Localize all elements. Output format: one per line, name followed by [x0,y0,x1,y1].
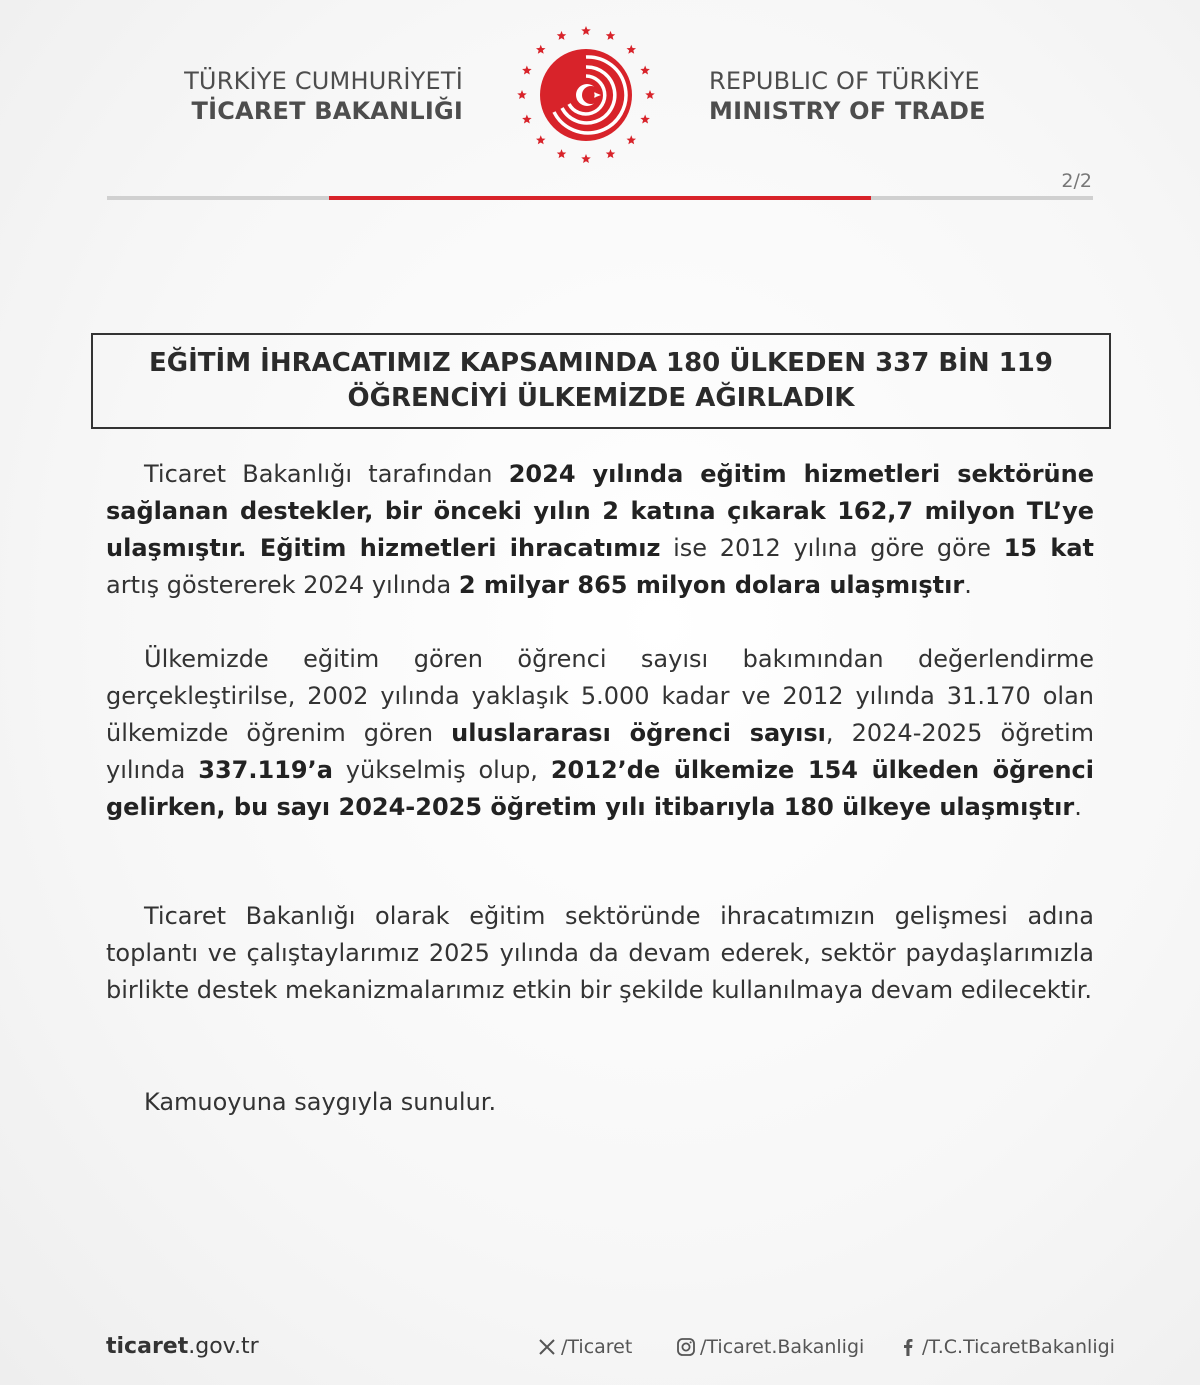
header-republic-en: REPUBLIC OF TÜRKİYE [709,67,980,95]
paragraph-2 [106,641,1094,826]
emblem-star [606,149,616,158]
paragraph-2-segment: , 2024-2025 öğretim yılında [106,719,1094,784]
header-left [184,66,463,126]
facebook-icon [898,1337,918,1357]
website-domain-bold: ticaret [106,1334,189,1359]
instagram-icon [676,1337,696,1357]
paragraph-closing [106,1084,1094,1121]
paragraph-3-segment: Ticaret Bakanlığı olarak eğitim sektöründe ihracatımızın gelişmesi adına toplantı ve çalıştaylarımız 2025 yılında da devam ederek, sektör paydaşlarımızla birlikte destek mekanizmalarımız etkin bir şekilde kullanılmaya devam edilecektir. [106,902,1094,1004]
instagram-handle: /Ticaret.Bakanligi [700,1336,865,1358]
ministry-emblem-logo [513,22,659,168]
paragraph-4-segment: Kamuoyuna saygıyla sunulur. [144,1088,497,1116]
paragraph-1-segment: 15 kat [1003,534,1095,562]
headline-box [91,333,1111,429]
emblem-star [536,135,546,144]
paragraph-1-segment: Ticaret Bakanlığı tarafından [144,460,509,488]
website-link[interactable] [106,1334,259,1359]
emblem-star [557,149,567,158]
emblem-star [640,114,650,123]
header-right [709,66,986,126]
paragraph-2-segment: yükselmiş olup, [332,756,551,784]
website-domain-rest: .gov.tr [188,1334,259,1359]
paragraph-1 [106,456,1094,604]
header-divider-accent [329,196,871,200]
x-handle: /Ticaret [561,1336,633,1358]
paragraph-2-segment: 2012’de ülkemize 154 ülkeden öğrenci gelirken, bu sayı 2024-2025 öğretim yılı itibarıyla 180 ülkeye ulaşmıştır [106,756,1094,821]
page-number: 2/2 [1061,170,1092,192]
paragraph-2-segment: uluslararası öğrenci sayısı [451,719,826,747]
paragraph-2-segment: . [1074,793,1082,821]
emblem-star [557,31,567,40]
emblem-star [517,90,527,99]
x-icon [537,1337,557,1357]
paragraph-3 [106,898,1094,1009]
facebook-handle: /T.C.TicaretBakanligi [922,1336,1115,1358]
paragraph-1-segment: 2024 yılında eğitim hizmetleri sektörüne sağlanan destekler, bir önceki yılın 2 katına çıkarak 162,7 milyon TL’ye ulaşmıştır. Eğitim hizmetleri ihracatımız [106,460,1094,562]
paragraph-1-segment: ise 2012 yılına göre göre [660,534,1004,562]
paragraph-1-segment: . [964,571,972,599]
header-ministry-en: MINISTRY OF TRADE [709,97,986,125]
headline-line-2: ÖĞRENCİYİ ÜLKEMİZDE AĞIRLADIK [347,383,855,413]
emblem-star [606,31,616,40]
x-social-link[interactable] [537,1336,632,1358]
facebook-social-link[interactable] [898,1336,1115,1358]
header-republic-tr: TÜRKİYE CUMHURİYETİ [184,67,463,95]
instagram-social-link[interactable] [676,1336,864,1358]
paragraph-1-segment: 2 milyar 865 milyon dolara ulaşmıştır [458,571,965,599]
emblem-star [522,114,532,123]
emblem-star [581,154,591,163]
emblem-star [581,26,591,35]
headline-line-1: EĞİTİM İHRACATIMIZ KAPSAMINDA 180 ÜLKEDEN 337 BİN 119 [149,348,1053,378]
emblem-star [645,90,655,99]
paragraph-2-segment: Ülkemizde eğitim gören öğrenci sayısı bakımından değerlendirme gerçekleştirilse, 2002 yılında yaklaşık 5.000 kadar ve 2012 yılında 31.170 olan ülkemizde öğrenim gören [106,645,1094,747]
paragraph-2-segment: 337.119’a [198,756,333,784]
emblem-star [536,45,546,54]
paragraph-1-segment: artış göstererek 2024 yılında [106,571,459,599]
emblem-star [627,135,637,144]
emblem-star [640,66,650,75]
emblem-star [522,66,532,75]
emblem-star [627,45,637,54]
header-ministry-tr: TİCARET BAKANLIĞI [191,97,463,125]
header-divider [107,196,1093,200]
